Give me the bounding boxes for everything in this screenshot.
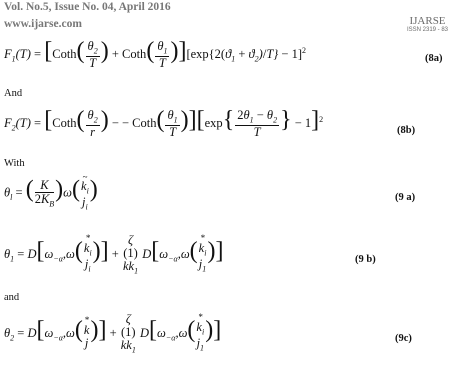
equation-number-8b: (8b) (397, 125, 416, 136)
logo-issn: ISSN 2319 - 83 (406, 27, 449, 33)
equation-number-9a: (9 a) (395, 192, 416, 203)
equation-9b: $\theta_1 = D[\omega_{-\alpha},\omega$( * $k_i$ $j_i$ )] + ζ (1) $kk_1$ $D[\omega_{-\alpha},\omega$( * $k_i$ $j_1$ )] (4, 233, 224, 276)
equation-8b: $F_2(T)$ = [Coth( $\frac{\theta_2}{r}$ ) − − Coth( $\frac{\theta_1}{T}$ )][exp{ $\frac{2\theta_1 - \theta_2}{T}$ } − 1]$^2$ (4, 107, 324, 139)
logo-text: IJARSE (409, 15, 446, 27)
equation-number-8a: (8a) (425, 53, 443, 64)
text-with: With (4, 158, 25, 169)
equation-8a: $F_1(T)$ = [Coth( $\frac{\theta_2}{T}$ ) + Coth( $\frac{\theta_1}{T}$ )]$[\exp\{2(ϑ_1 + ϑ_2)/T\} - 1]^2$ (4, 38, 306, 70)
equation-9a: $\theta_l$ = ( $\frac{K}{2K_B}$ )ω( ~ $k_i$ $j_i$ ) (4, 172, 98, 212)
equation-9c: $\theta_2 = D[\omega_{-\alpha},\omega$( * k j )] + ζ (1) $kk_1$ $D[\omega_{-\alpha},\omega$( * $k_i$ $j_1$ )] (4, 312, 222, 355)
journal-logo (400, 15, 452, 33)
header-volume: Vol. No.5, Issue No. 04, April 2016 (4, 1, 171, 13)
equation-number-9b: (9 b) (355, 254, 376, 265)
header-website: www.ijarse.com (4, 18, 82, 30)
equation-number-9c: (9c) (395, 333, 412, 344)
text-and: And (4, 88, 23, 99)
text-and-lower: and (4, 292, 20, 303)
